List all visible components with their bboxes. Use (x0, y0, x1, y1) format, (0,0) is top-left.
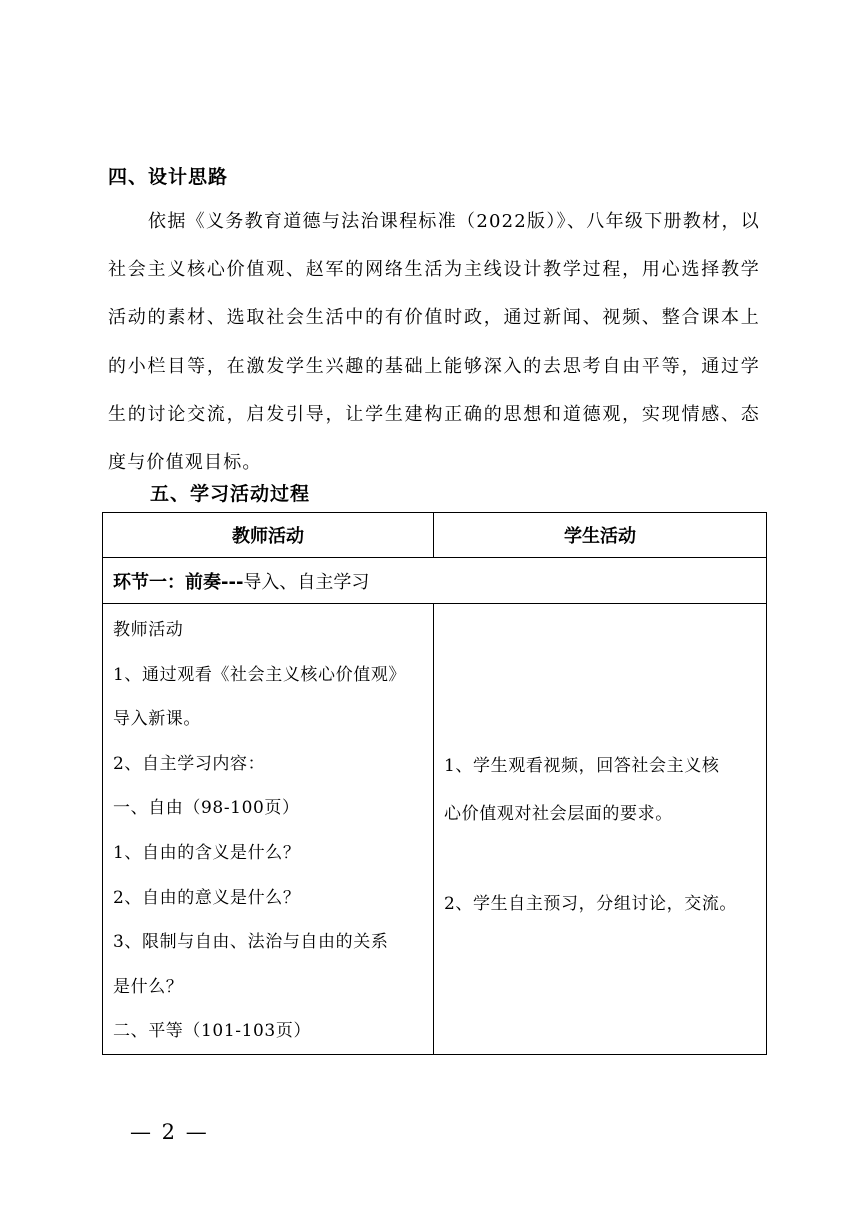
stage-label-text: 导入、自主学习 (243, 571, 370, 593)
teacher-line: 1、自由的含义是什么？ (113, 842, 301, 863)
activity-table (102, 512, 767, 1055)
section-heading-design-ideas: 四、设计思路 (108, 166, 229, 188)
page-number: — 2 — (130, 1120, 209, 1144)
stage-label-bold: 环节一：前奏--- (113, 571, 244, 593)
design-ideas-paragraph: 依据《义务教育道德与法治课程标准（2022版）》、八年级下册教材，以社会主义核心价值观、赵军的网络生活为主线设计教学过程，用心选择教学活动的素材、选取社会生活中的有价值时政，通过新闻、视频、整合课本上的小栏目等，在激发学生兴趣的基础上能够深入的去思考自由平等，通过学生的讨论交流，启发引导，让学生建构正确的思想和道德观，实现情感、态度与价值观目标。 (108, 211, 760, 474)
student-item-1-line-2: 心价值观对社会层面的要求。 (444, 804, 673, 824)
content-row (103, 604, 767, 1055)
stage-row (103, 558, 767, 604)
teacher-line: 2、自主学习内容： (113, 753, 266, 774)
header-student-activity: 学生活动 (434, 513, 767, 558)
teacher-line: 一、自由（98-100页） (113, 798, 300, 819)
stage-cell (103, 558, 767, 604)
student-item-1-line-1: 1、学生观看视频，回答社会主义核 (444, 756, 720, 776)
teacher-line: 导入新课。 (113, 709, 201, 730)
section-heading-learning-process: 五、学习活动过程 (150, 483, 311, 505)
student-item-2: 2、学生自主预习，分组讨论，交流。 (444, 894, 738, 914)
teacher-activity-lines (103, 604, 433, 1054)
teacher-line: 3、限制与自由、法治与自由的关系 (113, 932, 389, 953)
teacher-line: 二、平等（101-103页） (113, 1021, 312, 1042)
header-teacher-activity: 教师活动 (103, 513, 434, 558)
teacher-line: 2、自由的意义是什么？ (113, 887, 301, 908)
student-activity-lines (434, 604, 766, 928)
table-header-row (103, 513, 767, 558)
teacher-activity-cell (103, 604, 434, 1055)
teacher-line: 是什么？ (113, 976, 184, 997)
teacher-line: 教师活动 (113, 620, 184, 640)
teacher-line: 1、通过观看《社会主义核心价值观》 (113, 664, 407, 685)
student-activity-cell (434, 604, 767, 1055)
